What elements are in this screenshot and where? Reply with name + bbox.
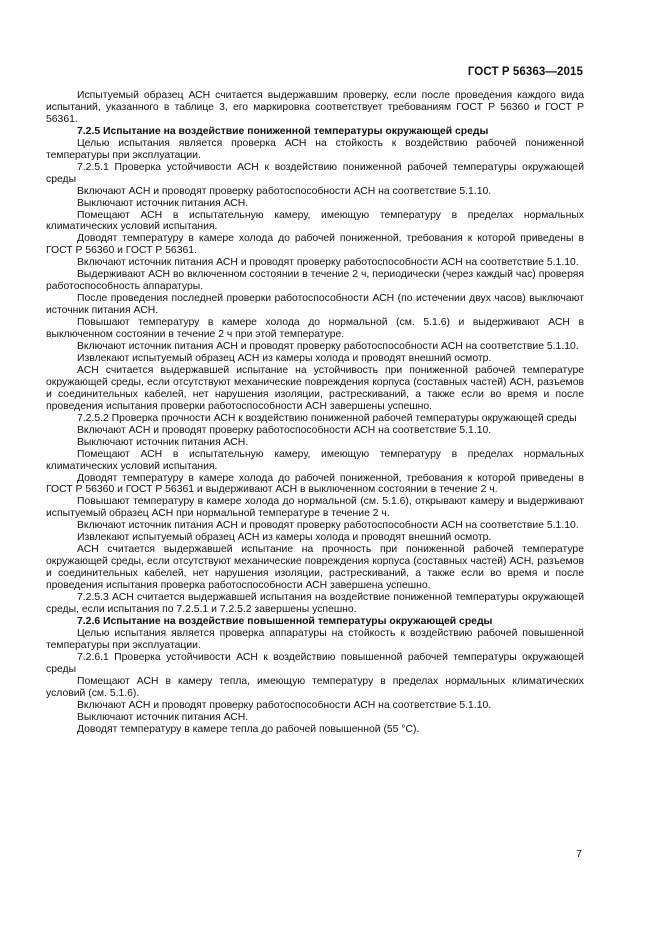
paragraph: Включают АСН и проводят проверку работоспособности АСН на соответствие 5.1.10. bbox=[77, 424, 492, 436]
page-number: 7 bbox=[576, 848, 582, 860]
paragraph: АСН считается выдержавшей испытание на устойчивость при пониженной рабочей температуре окружающей среды, если отсутствуют механические повреждения корпуса (составных частей) АСН, разъемов и соединительных кабелей, нет нарушения изоляции, растрескиваний, а также если во время и после проведения испытания проверки работоспособности АСН завершены успешно. bbox=[46, 364, 584, 412]
paragraph: АСН считается выдержавшей испытание на прочность при пониженной рабочей температуре окружающей среды, если отсутствуют механические повреждения корпуса (составных частей) АСН, разъемов и соединительных кабелей, нет нарушения изоляции, растрескиваний, а также если во время и после проведения испытания проверка работоспособности АСН завершена успешно. bbox=[46, 544, 584, 592]
paragraph: После проведения последней проверки работоспособности АСН (по истечении двух часов) выключают источник питания АСН. bbox=[46, 293, 584, 317]
paragraph: Целью испытания является проверка АСН на стойкость к воздействию рабочей пониженной температуры при эксплуатации. bbox=[46, 137, 584, 161]
paragraph: Выдерживают АСН во включенном состоянии в течение 2 ч, периодически (через каждый час) проверяя работоспособность аппаратуры. bbox=[46, 269, 584, 293]
paragraph: Помещают АСН в испытательную камеру, имеющую температуру в пределах нормальных климатических условий испытания. bbox=[46, 448, 584, 472]
paragraph: 7.2.5.3 АСН считается выдержавшей испытания на воздействие пониженной температуры окружающей среды, если испытания по 7.2.5.1 и 7.2.5.2 завершены успешно. bbox=[46, 592, 584, 615]
subsection-heading: 7.2.5.2 Проверка прочности АСН к воздействию пониженной рабочей температуры окружающей среды bbox=[77, 412, 577, 424]
paragraph: Помещают АСН в камеру тепла, имеющую температуру в пределах нормальных климатических условий (см. 5.1.6). bbox=[46, 675, 584, 699]
paragraph: Включают АСН и проводят проверку работоспособности АСН на соответствие 5.1.10. bbox=[77, 185, 492, 197]
paragraph: Выключают источник питания АСН. bbox=[77, 197, 249, 209]
paragraph: Извлекают испытуемый образец АСН из камеры холода и проводят внешний осмотр. bbox=[77, 532, 492, 544]
subsection-heading: 7.2.5.1 Проверка устойчивости АСН к воздействию пониженной рабочей температуры окружающей среды bbox=[46, 161, 584, 185]
paragraph: Выключают источник питания АСН. bbox=[77, 711, 249, 723]
paragraph: Доводят температуру в камере холода до рабочей пониженной, требования к которой приведены в ГОСТ Р 56360 и ГОСТ Р 56361 и выдерживают АСН в выключенном состоянии в течение 2 ч. bbox=[46, 472, 584, 496]
section-heading: 7.2.5 Испытание на воздействие пониженной температуры окружающей среды bbox=[77, 125, 489, 137]
paragraph: Повышают температуру в камере холода до нормальной (см. 5.1.6) и выдерживают АСН в выключенном состоянии в течение 2 ч при этой температуре. bbox=[46, 317, 584, 341]
document-code-header: ГОСТ Р 56363—2015 bbox=[467, 66, 583, 78]
paragraph: Включают источник питания АСН и проводят проверку работоспособности АСН на соответствие 5.1.10. bbox=[77, 341, 579, 353]
paragraph: Помещают АСН в испытательную камеру, имеющую температуру в пределах нормальных климатических условий испытания. bbox=[46, 209, 584, 233]
subsection-heading: 7.2.6.1 Проверка устойчивости АСН к воздействию повышенной рабочей температуры окружающей среды bbox=[46, 651, 584, 675]
paragraph: Доводят температуру в камере тепла до рабочей повышенной (55 °С). bbox=[77, 723, 420, 735]
paragraph: Испытуемый образец АСН считается выдержавшим проверку, если после проведения каждого вида испытаний, указанного в таблице 3, его маркировка соответствует требованиям ГОСТ Р 56360 и ГОСТ Р 56361. bbox=[46, 90, 584, 125]
paragraph: Извлекают испытуемый образец АСН из камеры холода и проводят внешний осмотр. bbox=[77, 352, 492, 364]
paragraph: Целью испытания является проверка аппаратуры на стойкость к воздействию рабочей повышенной температуры при эксплуатации. bbox=[46, 627, 584, 651]
paragraph: Повышают температуру в камере холода до нормальной (см. 5.1.6), открывают камеру и выдерживают испытуемый образец АСН при нормальной температуре в течение 2 ч. bbox=[46, 496, 584, 520]
section-heading: 7.2.6 Испытание на воздействие повышенной температуры окружающей среды bbox=[77, 615, 493, 627]
paragraph: Выключают источник питания АСН. bbox=[77, 436, 249, 448]
paragraph: Включают АСН и проводят проверку работоспособности АСН на соответствие 5.1.10. bbox=[77, 699, 492, 711]
paragraph: Включают источник питания АСН и проводят проверку работоспособности АСН на соответствие 5.1.10. bbox=[77, 520, 579, 532]
document-body bbox=[46, 90, 584, 735]
paragraph: Доводят температуру в камере холода до рабочей пониженной, требования к которой приведены в ГОСТ Р 56360 и ГОСТ Р 56361. bbox=[46, 233, 584, 257]
paragraph: Включают источник питания АСН и проводят проверку работоспособности АСН на соответствие 5.1.10. bbox=[77, 257, 579, 269]
